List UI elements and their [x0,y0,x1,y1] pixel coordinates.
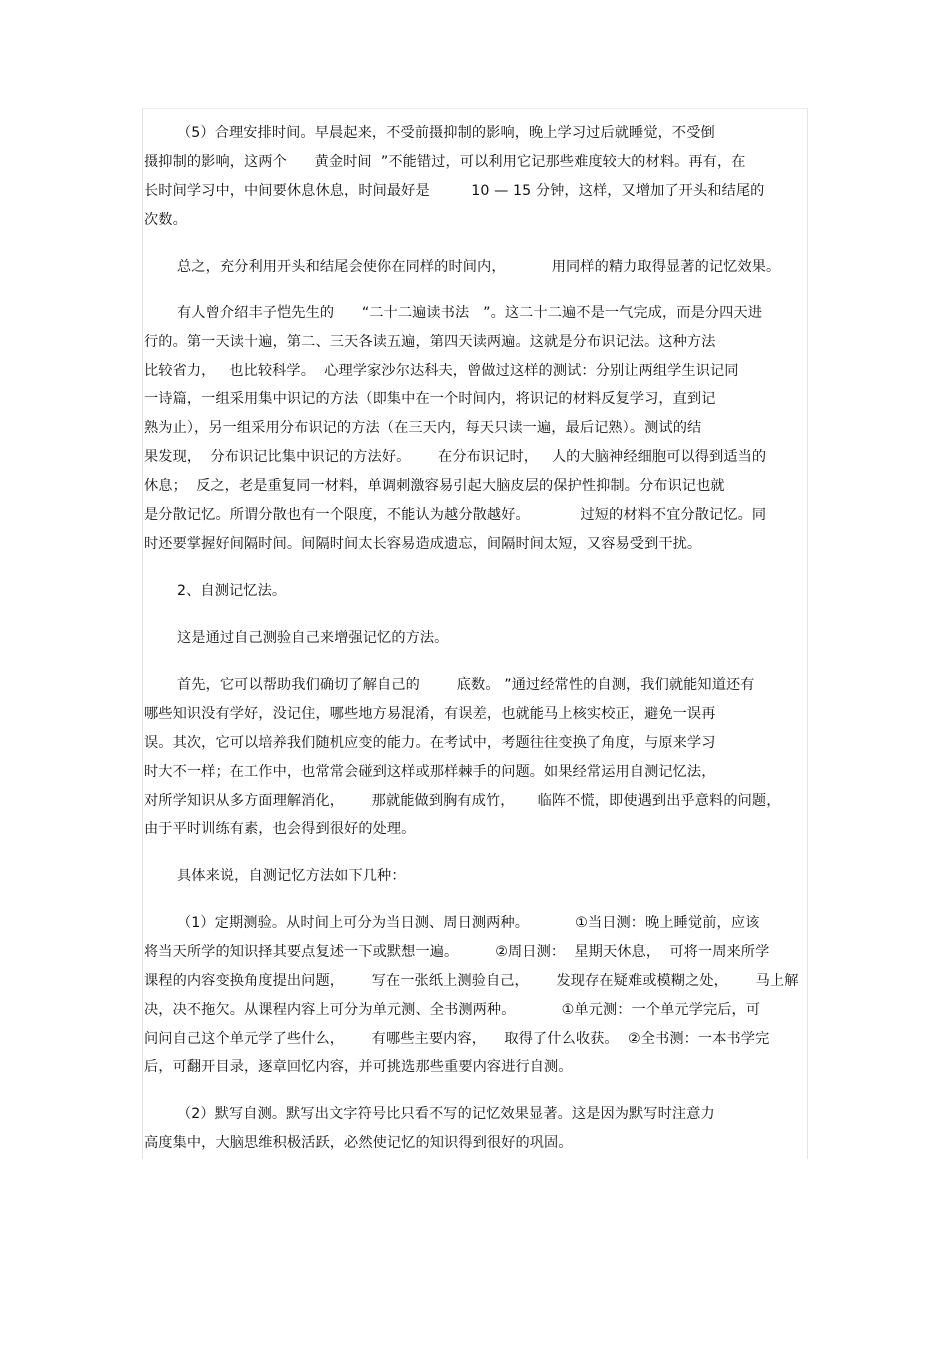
text-line: 长时间学习中，中间要休息休息，时间最好是 10 — 15 分钟，这样，又增加了开头和结尾的 [144,183,765,199]
text-line: 这是通过自己测验自己来增强记忆的方法。 [177,630,449,646]
text-line: 总之，充分利用开头和结尾会使你在同样的时间内， 用同样的精力取得显著的记忆效果。 [177,259,781,275]
text-line: 将当天所学的知识择其要点复述一下或默想一遍。 ②周日测： 星期天休息， 可将一周来所学 [144,944,770,960]
text-line: 果发现， 分布识记比集中识记的方法好。 在分布识记时， 人的大脑神经细胞可以得到适当的 [144,449,767,465]
text-line: 问问自己这个单元学了些什么， 有哪些主要内容， 取得了什么收获。 ②全书测：一本书学完 [144,1031,770,1047]
text-line: 决，决不拖欠。从课程内容上可分为单元测、全书测两种。 ①单元测：一个单元学完后，可 [144,1002,761,1018]
text-line: 熟为止），另一组采用分布识记的方法（在三天内，每天只读一遍，最后记熟）。测试的结 [144,420,702,436]
text-line: 对所学知识从多方面理解消化， 那就能做到胸有成竹， 临阵不慌，即使遇到出乎意料的问题， [144,793,781,809]
text-line: 误。其次，它可以培养我们随机应变的能力。在考试中，考题往往变换了角度，与原来学习 [144,735,716,751]
text-line: （1）定期测验。从时间上可分为当日测、周日测两种。 ①当日测：晚上睡觉前，应该 [177,915,760,931]
text-line: （5）合理安排时间。早晨起来，不受前摄抑制的影响，晚上学习过后就睡觉，不受倒 [177,125,715,141]
text-line: 有人曾介绍丰子恺先生的 “二十二遍读书法 ”。这二十二遍不是一气完成，而是分四天进 [177,305,763,321]
text-line: 比较省力， 也比较科学。 心理学家沙尔达科夫，曾做过这样的测试：分别让两组学生识记同 [144,363,739,379]
text-line: 行的。第一天读十遍，第二、三天各读五遍，第四天读两遍。这就是分布识记法。这种方法 [144,334,716,350]
text-line: 首先，它可以帮助我们确切了解自己的 底数。 ”通过经常性的自测，我们就能知道还有 [177,677,755,693]
text-line: 高度集中，大脑思维积极活跃，必然使记忆的知识得到很好的巩固。 [144,1135,573,1151]
text-line: 次数。 [144,212,187,228]
section-heading: 2、自测记忆法。 [177,583,287,599]
text-line: 休息； 反之，老是重复同一材料，单调刺激容易引起大脑皮层的保护性抑制。分布识记也就 [144,478,725,494]
text-line: 哪些知识没有学好，没记住，哪些地方易混淆，有误差，也就能马上核实校正，避免一误再 [144,706,716,722]
text-line: 时大不一样；在工作中，也常常会碰到这样或那样棘手的问题。如果经常运用自测记忆法， [144,764,716,780]
text-line: （2）默写自测。默写出文字符号比只看不写的记忆效果显著。这是因为默写时注意力 [177,1106,715,1122]
text-line: 时还要掌握好间隔时间。间隔时间太长容易造成遗忘，间隔时间太短，又容易受到干扰。 [144,536,702,552]
text-line: 由于平时训练有素，也会得到很好的处理。 [144,821,416,837]
text-line: 后，可翻开目录，逐章回忆内容，并可挑选那些重要内容进行自测。 [144,1059,573,1075]
text-line: 课程的内容变换角度提出问题， 写在一张纸上测验自己， 发现存在疑难或模糊之处， 马上解 [144,973,799,989]
text-line: 摄抑制的影响，这两个 黄金时间 ”不能错过，可以利用它记那些难度较大的材料。再有，在 [144,154,746,170]
text-line: 具体来说，自测记忆方法如下几种： [177,868,406,884]
text-line: 一诗篇，一组采用集中识记的方法（即集中在一个时间内，将识记的材料反复学习，直到记 [144,391,716,407]
text-line: 是分散记忆。所谓分散也有一个限度，不能认为越分散越好。 过短的材料不宜分散记忆。同 [144,507,767,523]
